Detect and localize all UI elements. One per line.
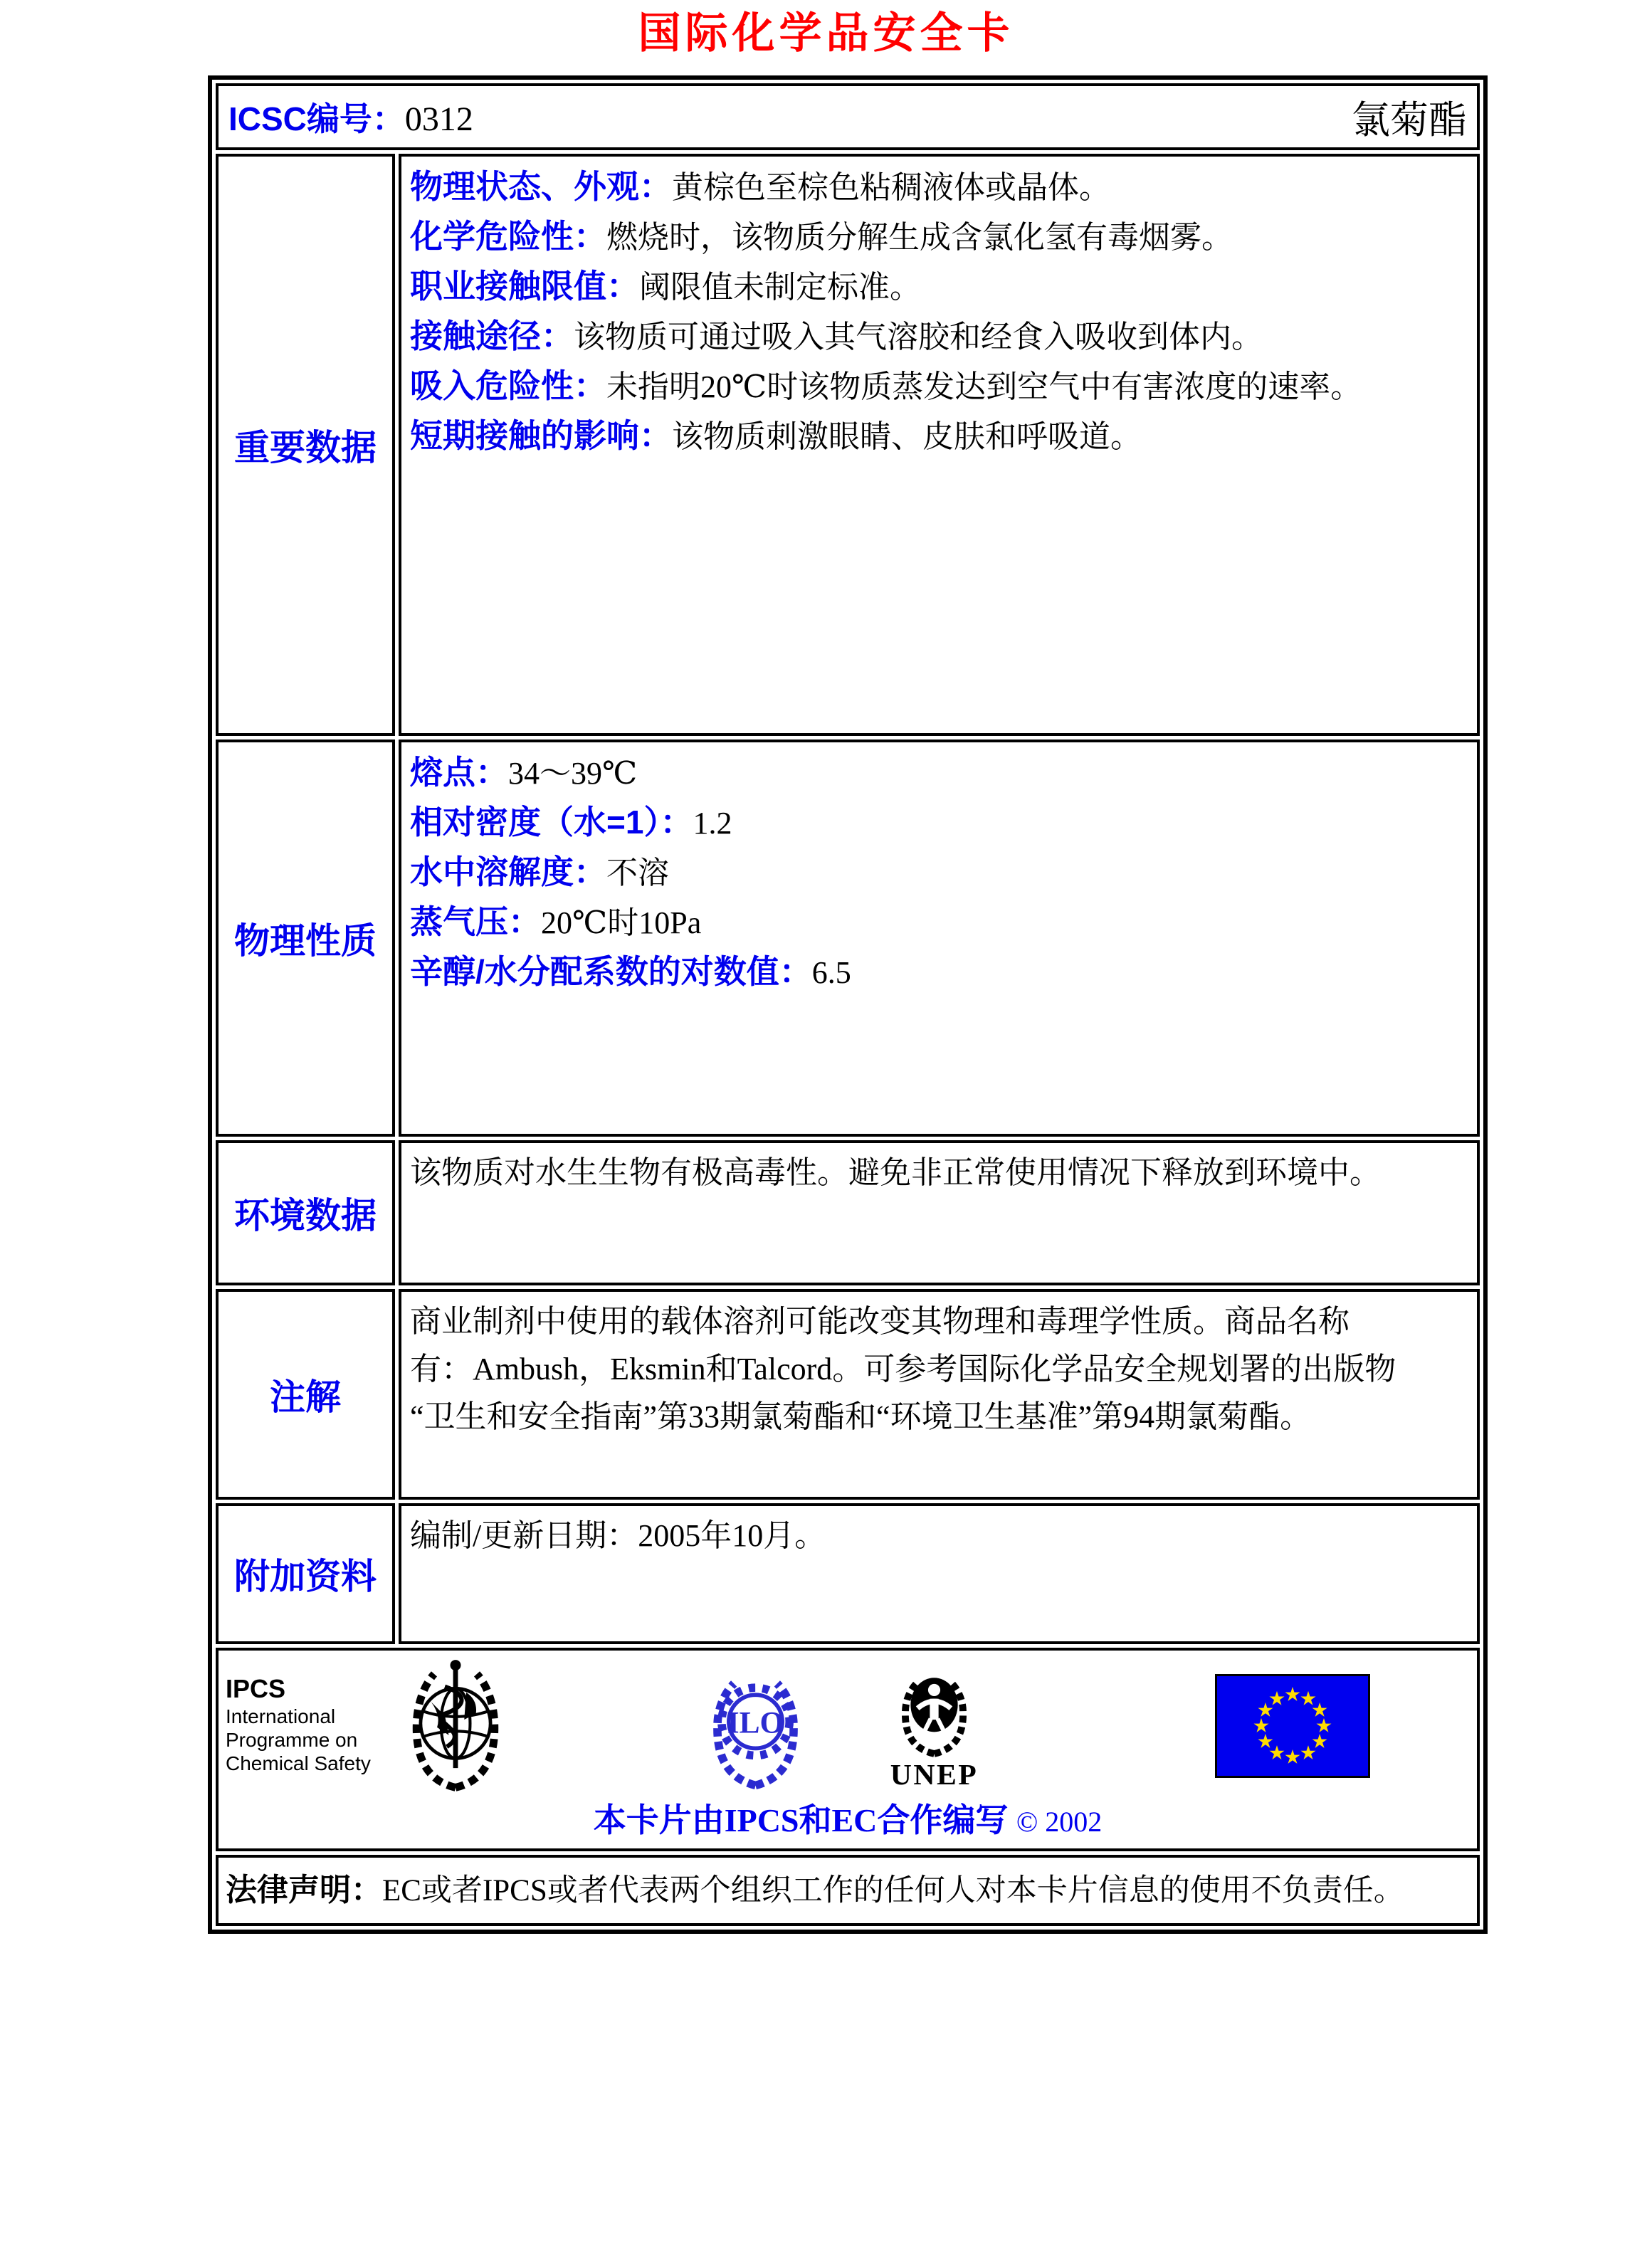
logos-row	[216, 1648, 1480, 1851]
important-data-row	[216, 154, 1480, 736]
credit-text: 本卡片由IPCS和EC合作编写	[593, 1802, 1009, 1838]
header-row	[216, 83, 1480, 150]
ipcs-subtitle-line: Programme on	[226, 1729, 358, 1751]
physical-property-item: 水中溶解度：不溶	[410, 853, 669, 890]
chemical-name: 氯菊酯	[1352, 98, 1467, 142]
ipcs-subtitle-line: Chemical Safety	[226, 1752, 371, 1774]
physical-property-item: 熔点：34～39℃	[410, 754, 638, 791]
notes-line: “卫生和安全指南”第33期氯菊酯和“环境卫生基准”第94期氯菊酯。	[410, 1399, 1312, 1434]
physical-property-item: 辛醇/水分配系数的对数值：6.5	[410, 953, 851, 990]
important-data-item: 接触途径：该物质可通过吸入其气溶胶和经食入吸收到体内。	[410, 317, 1263, 354]
unep-label: UNEP	[890, 1758, 979, 1791]
additional-info-text: 编制/更新日期：2005年10月。	[410, 1518, 826, 1553]
notes-content-cell	[399, 1289, 1480, 1500]
important-data-item: 物理状态、外观：黄棕色至棕色粘稠液体或晶体。	[410, 168, 1110, 205]
icsc-card-table	[208, 75, 1488, 1934]
additional-info-content-cell	[399, 1503, 1480, 1644]
ipcs-text-block	[226, 1673, 371, 1775]
legal-text: EC或者IPCS或者代表两个组织工作的任何人对本卡片信息的使用不负责任。	[382, 1873, 1404, 1907]
icsc-number-value: 0312	[404, 100, 473, 138]
notes-row	[216, 1289, 1480, 1500]
legal-row	[216, 1855, 1480, 1926]
legal-label: 法律声明：	[226, 1872, 382, 1907]
environmental-data-text: 该物质对水生生物有极高毒性。避免非正常使用情况下释放到环境中。	[410, 1155, 1381, 1190]
header-cell	[216, 83, 1480, 150]
page-title: 国际化学品安全卡	[638, 10, 1014, 57]
who-logo-icon	[402, 1653, 509, 1799]
physical-properties-row-label: 物理性质	[234, 921, 377, 961]
ilo-logo-icon	[704, 1662, 807, 1794]
physical-properties-label-cell	[216, 740, 395, 1137]
ipcs-subtitle-line: International	[226, 1705, 336, 1727]
legal-cell	[216, 1855, 1480, 1926]
environmental-data-row	[216, 1140, 1480, 1285]
logos-cell	[216, 1648, 1480, 1851]
environmental-data-label-cell	[216, 1140, 395, 1285]
environmental-data-content-cell	[399, 1140, 1480, 1285]
physical-properties-content-cell	[399, 740, 1480, 1137]
important-data-content-cell	[399, 154, 1480, 736]
notes-label-cell	[216, 1289, 395, 1500]
important-data-row-label: 重要数据	[234, 428, 377, 468]
footer-credit	[219, 1794, 1477, 1841]
eu-flag-icon	[1215, 1674, 1370, 1778]
notes-line: 有：Ambush，Eksmin和Talcord。可参考国际化学品安全规划署的出版物	[410, 1352, 1396, 1386]
notes-row-label: 注解	[270, 1377, 341, 1417]
environmental-data-row-label: 环境数据	[234, 1196, 377, 1236]
ipcs-title: IPCS	[226, 1674, 286, 1703]
important-data-item: 短期接触的影响：该物质刺激眼睛、皮肤和呼吸道。	[410, 417, 1142, 454]
important-data-item: 化学危险性：燃烧时，该物质分解生成含氯化氢有毒烟雾。	[410, 218, 1233, 255]
physical-properties-row	[216, 740, 1480, 1137]
important-data-item: 职业接触限值：阈限值未制定标准。	[410, 268, 921, 305]
physical-property-item: 相对密度（水=1）：1.2	[410, 804, 732, 841]
important-data-item: 吸入危险性：未指明20℃时该物质蒸发达到空气中有害浓度的速率。	[410, 367, 1362, 404]
additional-info-row	[216, 1503, 1480, 1644]
icsc-number-group	[228, 93, 473, 140]
icsc-number-label: ICSC编号：	[228, 100, 405, 137]
additional-info-label-cell	[216, 1503, 395, 1644]
copyright-text: © 2002	[1016, 1806, 1103, 1838]
unep-logo-icon	[886, 1659, 982, 1791]
notes-line: 商业制剂中使用的载体溶剂可能改变其物理和毒理学性质。商品名称	[410, 1304, 1350, 1339]
physical-property-item: 蒸气压：20℃时10Pa	[410, 903, 702, 940]
important-data-label-cell	[216, 154, 395, 736]
ilo-letters: ILO	[727, 1705, 784, 1740]
additional-info-row-label: 附加资料	[234, 1557, 377, 1596]
